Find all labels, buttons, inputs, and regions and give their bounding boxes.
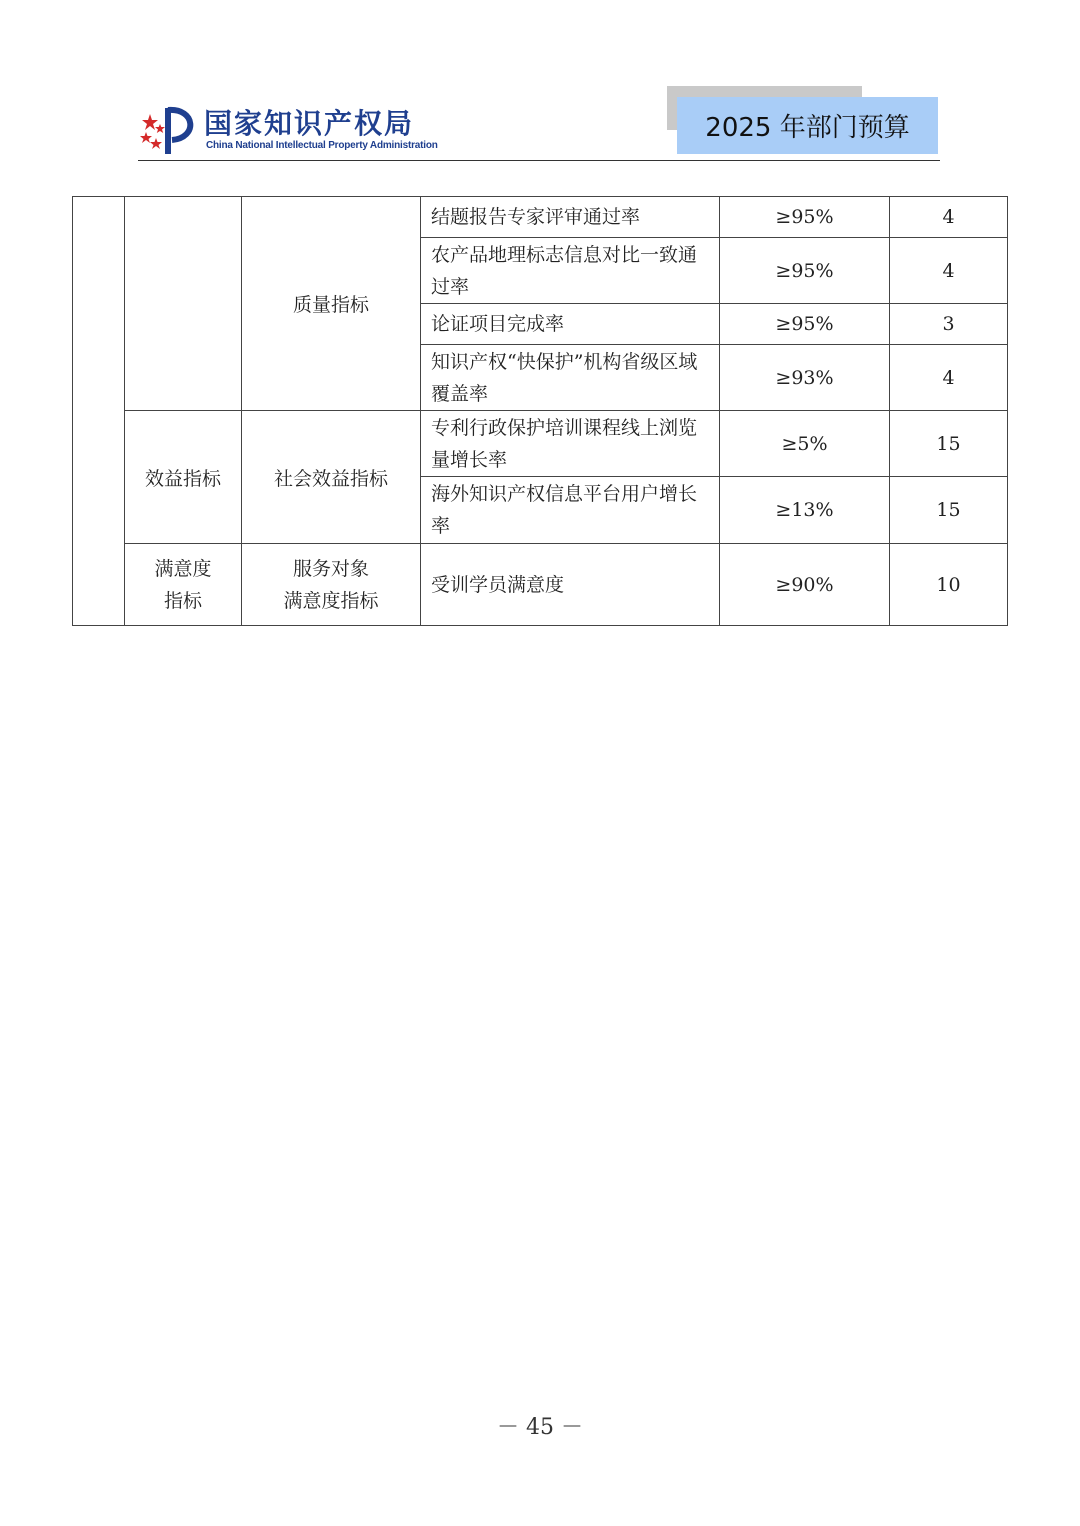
table-cell-level1: 效益指标: [125, 411, 242, 544]
header-divider: [138, 160, 940, 161]
table-cell-indicator: 结题报告专家评审通过率: [421, 197, 720, 238]
table-cell-target: ≥93%: [720, 345, 890, 411]
table-cell-indicator: 专利行政保护培训课程线上浏览量增长率: [421, 411, 720, 477]
table-row: [73, 411, 1008, 477]
logo-chinese-text: 国家知识产权局: [204, 107, 415, 140]
cnipa-logo: [138, 102, 438, 158]
table-row: [73, 544, 1008, 626]
cnipa-emblem-icon: [138, 102, 200, 158]
budget-title: 2025 年部门预算: [677, 97, 938, 154]
table-cell-score: 3: [890, 304, 1008, 345]
table-cell-indicator: 农产品地理标志信息对比一致通过率: [421, 238, 720, 304]
table-cell-level1: [125, 197, 242, 411]
table-cell-level1: [125, 544, 242, 626]
table-cell-category-blank: [73, 197, 125, 626]
table-cell-indicator: 受训学员满意度: [421, 544, 720, 626]
table-cell-score: 4: [890, 238, 1008, 304]
table-cell-target: ≥95%: [720, 197, 890, 238]
performance-indicator-table: [72, 196, 1008, 626]
table-cell-target: ≥90%: [720, 544, 890, 626]
table-row: [73, 197, 1008, 238]
table-cell-indicator: 论证项目完成率: [421, 304, 720, 345]
table-cell-target: ≥13%: [720, 477, 890, 544]
table-cell-score: 15: [890, 477, 1008, 544]
table-cell-score: 4: [890, 197, 1008, 238]
level2-line: 服务对象: [292, 557, 369, 580]
table-cell-target: ≥5%: [720, 411, 890, 477]
table-cell-indicator: 知识产权“快保护”机构省级区域覆盖率: [421, 345, 720, 411]
table-cell-indicator: 海外知识产权信息平台用户增长率: [421, 477, 720, 544]
level2-line: 满意度指标: [283, 589, 379, 612]
table-cell-target: ≥95%: [720, 304, 890, 345]
table-cell-level2: [242, 544, 421, 626]
table-cell-level2: 质量指标: [242, 197, 421, 411]
page-number: － 45 －: [497, 1415, 583, 1440]
table-cell-level2: 社会效益指标: [242, 411, 421, 544]
table-cell-score: 4: [890, 345, 1008, 411]
level1-line: 满意度: [154, 557, 212, 580]
logo-english-text: China National Intellectual Property Administration: [206, 140, 438, 151]
table-cell-target: ≥95%: [720, 238, 890, 304]
table-cell-score: 15: [890, 411, 1008, 477]
table-cell-score: 10: [890, 544, 1008, 626]
level1-line: 指标: [163, 589, 202, 612]
